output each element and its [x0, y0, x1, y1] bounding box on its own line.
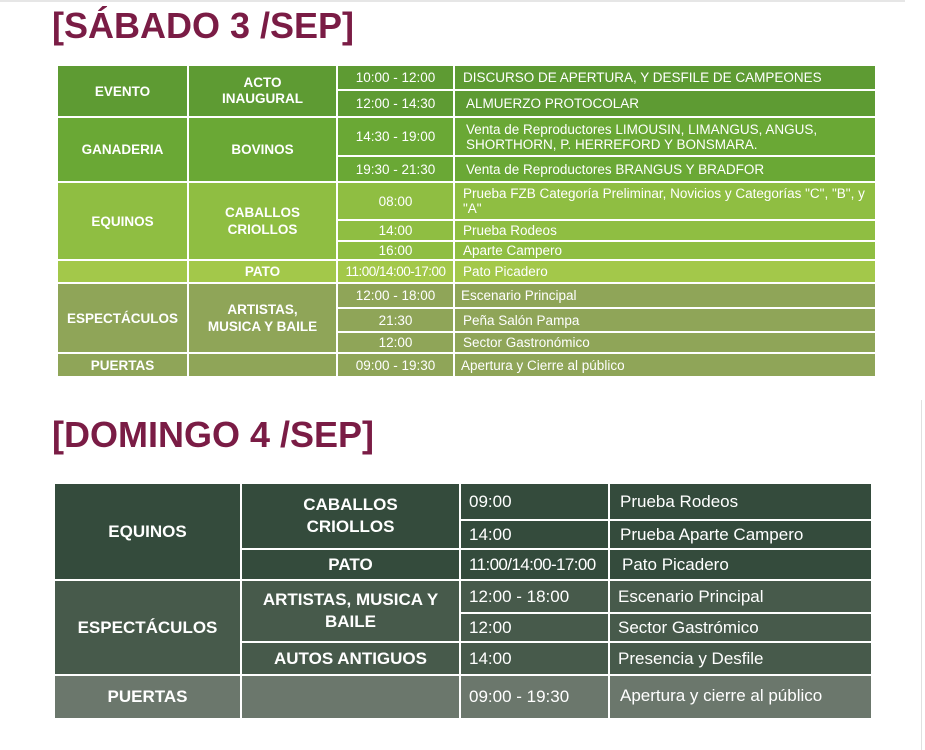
sat-category-equinos: EQUINOS	[58, 183, 187, 259]
sun-row-time: 09:00 - 19:30	[461, 676, 608, 718]
sat-row-desc: Peña Salón Pampa	[455, 309, 875, 331]
sat-sub-acto-inaugural: ACTO INAUGURAL	[189, 66, 336, 116]
sun-row-time: 14:00	[461, 643, 608, 674]
sat-row-desc: Escenario Principal	[455, 284, 875, 307]
right-divider	[921, 400, 922, 750]
sun-sub-autos-antiguos: AUTOS ANTIGUOS	[242, 643, 459, 674]
sun-row-desc: Prueba Aparte Campero	[610, 521, 871, 548]
sat-category-espectaculos: ESPECTÁCULOS	[58, 284, 187, 352]
sat-row-desc: Prueba Rodeos	[455, 221, 875, 240]
sat-sub-bovinos: BOVINOS	[189, 118, 336, 181]
sat-row-desc: Venta de Reproductores LIMOUSIN, LIMANGUS, ANGUS, SHORTHORN, P. HERREFORD Y BONSMARA.	[455, 118, 875, 155]
sun-row-desc: Pato Picadero	[610, 550, 871, 579]
sunday-title: [DOMINGO 4 /SEP]	[52, 414, 375, 455]
sat-row-desc: Prueba FZB Categoría Preliminar, Novicios y Categorías "C", "B", y "A"	[455, 183, 875, 219]
sun-sub-caballos-criollos: CABALLOS CRIOLLOS	[242, 484, 459, 548]
sun-sub-puertas-blank	[242, 676, 459, 718]
sat-row-time: 21:30	[338, 309, 453, 331]
sat-category-evento: EVENTO	[58, 66, 187, 116]
sun-row-time: 11:00/14:00-17:00	[461, 550, 608, 579]
sun-row-desc: Sector Gastrómico	[610, 614, 871, 641]
sat-sub-artistas: ARTISTAS, MUSICA Y BAILE	[189, 284, 336, 352]
sat-row-desc: Venta de Reproductores BRANGUS Y BRADFOR	[455, 157, 875, 181]
sun-row-desc: Presencia y Desfile	[610, 643, 871, 674]
sun-row-time: 12:00	[461, 614, 608, 641]
top-divider	[0, 0, 905, 2]
sat-category-ganaderia: GANADERIA	[58, 118, 187, 181]
sat-row-desc: ALMUERZO PROTOCOLAR	[455, 91, 875, 116]
sat-row-desc: DISCURSO DE APERTURA, Y DESFILE DE CAMPEONES	[455, 66, 875, 89]
sat-sub-pato: PATO	[189, 261, 336, 282]
sat-row-time: 12:00 - 14:30	[338, 91, 453, 116]
sat-row-time: 09:00 - 19:30	[338, 354, 453, 376]
sat-row-time: 12:00 - 18:00	[338, 284, 453, 307]
sun-category-equinos: EQUINOS	[55, 484, 240, 579]
sat-row-time: 10:00 - 12:00	[338, 66, 453, 89]
sun-row-desc: Prueba Rodeos	[610, 484, 871, 519]
sat-row-time: 19:30 - 21:30	[338, 157, 453, 181]
sun-row-desc: Escenario Principal	[610, 581, 871, 612]
sat-row-time: 12:00	[338, 333, 453, 352]
sat-row-time: 11:00/14:00-17:00	[338, 261, 453, 282]
sat-row-desc: Pato Picadero	[455, 261, 875, 282]
sun-category-espectaculos: ESPECTÁCULOS	[55, 581, 240, 674]
sat-row-time: 08:00	[338, 183, 453, 219]
sat-row-desc: Sector Gastronómico	[455, 333, 875, 352]
sat-category-pato-blank	[58, 261, 187, 282]
sat-row-time: 14:30 - 19:00	[338, 118, 453, 155]
sat-row-time: 16:00	[338, 242, 453, 259]
sat-category-puertas: PUERTAS	[58, 354, 187, 376]
sun-sub-pato: PATO	[242, 550, 459, 579]
sat-row-desc: Aparte Campero	[455, 242, 875, 259]
sun-sub-artistas: ARTISTAS, MUSICA Y BAILE	[242, 581, 459, 641]
sun-row-desc: Apertura y cierre al público	[610, 676, 871, 718]
sat-sub-caballos-criollos: CABALLOS CRIOLLOS	[189, 183, 336, 259]
sat-row-time: 14:00	[338, 221, 453, 240]
sat-row-desc: Apertura y Cierre al público	[455, 354, 875, 376]
sun-row-time: 14:00	[461, 521, 608, 548]
sun-row-time: 09:00	[461, 484, 608, 519]
saturday-title: [SÁBADO 3 /SEP]	[52, 5, 355, 46]
sat-sub-puertas-blank	[189, 354, 336, 376]
sun-category-puertas: PUERTAS	[55, 676, 240, 718]
sun-row-time: 12:00 - 18:00	[461, 581, 608, 612]
